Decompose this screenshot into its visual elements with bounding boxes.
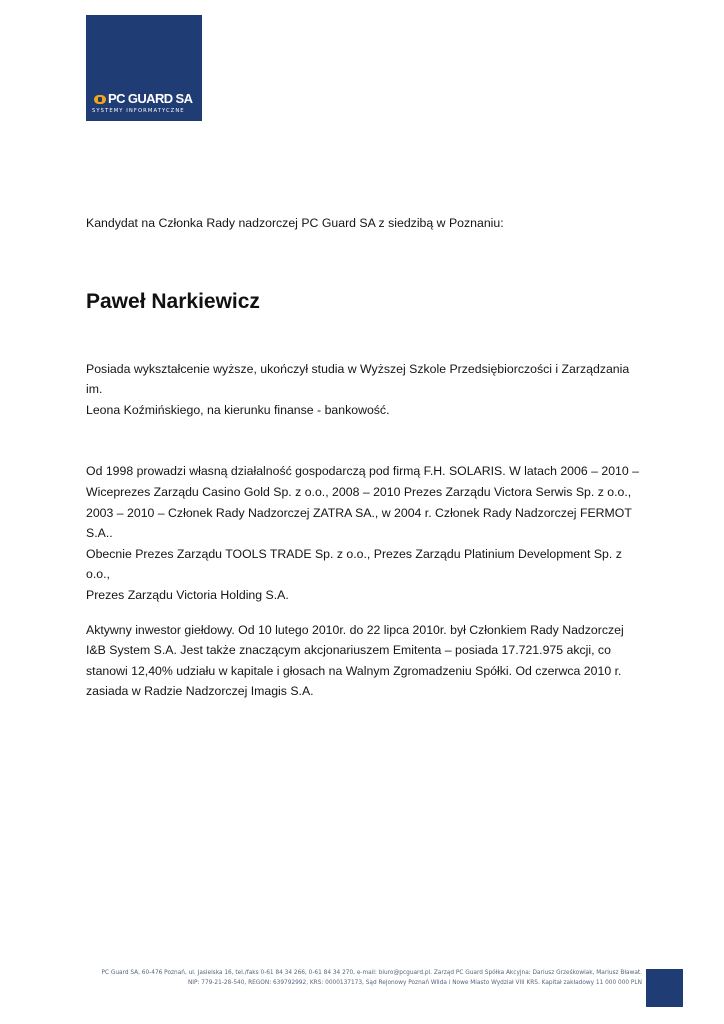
investor-paragraph [86,620,642,702]
text-line: Aktywny inwestor giełdowy. Od 10 lutego 2010r. do 22 lipca 2010r. był Członkiem Rady Nadzorczej [86,622,624,637]
text-line: Obecnie Prezes Zarządu TOOLS TRADE Sp. z o.o., Prezes Zarządu Platinium Development Sp. z o.o., [86,546,622,582]
company-logo [86,15,202,121]
text-line: Prezes Zarządu Victoria Holding S.A. [86,587,289,602]
document-body [86,213,642,702]
text-line: Wiceprezes Zarządu Casino Gold Sp. z o.o., 2008 – 2010 Prezes Zarządu Victora Serwis Sp. z o.o., [86,484,632,499]
logo-tagline: SYSTEMY INFORMATYCZNE [92,108,185,114]
logo-company-name: PC GUARD SA [108,91,193,106]
footer-brand-square [646,969,683,1007]
text-line: zasiada w Radzie Nadzorczej Imagis S.A. [86,684,314,699]
text-line: Od 1998 prowadzi własną działalność gospodarczą pod firmą F.H. SOLARIS. W latach 2006 – 2010 – [86,464,639,479]
intro-line: Kandydat na Członka Rady nadzorczej PC Guard SA z siedzibą w Poznaniu: [86,216,504,230]
candidate-name: Paweł Narkiewicz [86,289,260,313]
text-line: I&B System S.A. Jest także znaczącym akcjonariuszem Emitenta – posiada 17.721.975 akcji, co [86,643,611,658]
text-line: Leona Koźmińskiego, na kierunku finanse - bankowość. [86,402,390,417]
text-line: Posiada wykształcenie wyższe, ukończył studia w Wyższej Szkole Przedsiębiorczości i Zarządzania im. [86,361,630,397]
text-line: stanowi 12,40% udziału w kapitale i głosach na Walnym Zgromadzeniu Spółki. Od czerwca 2010 r. [86,663,622,678]
education-paragraph [86,359,642,421]
logo-emblem-icon [94,95,106,104]
career-paragraph [86,461,642,605]
footer-address-line: PC Guard SA, 60-476 Poznań, ul. Jasielska 16, tel./faks 0-61 84 34 266, 0-61 84 34 270, e-mail: biuro@pcguard.pl. Zarząd PC Guard Spółka Akcyjna: Dariusz Grześkowiak, Mariusz Bławat. [101,970,642,976]
footer-registration-line: NIP: 779-21-28-540, REGON: 639792992, KRS: 0000137173, Sąd Rejonowy Poznań Wilda i Nowe Miasto Wydział VIII KRS. Kapitał zakładowy 11 000 000 PLN [187,980,642,986]
text-line: 2003 – 2010 – Członek Rady Nadzorczej ZATRA SA., w 2004 r. Członek Rady Nadzorczej FERMOT S.A.. [86,505,632,541]
page-footer [30,968,642,988]
